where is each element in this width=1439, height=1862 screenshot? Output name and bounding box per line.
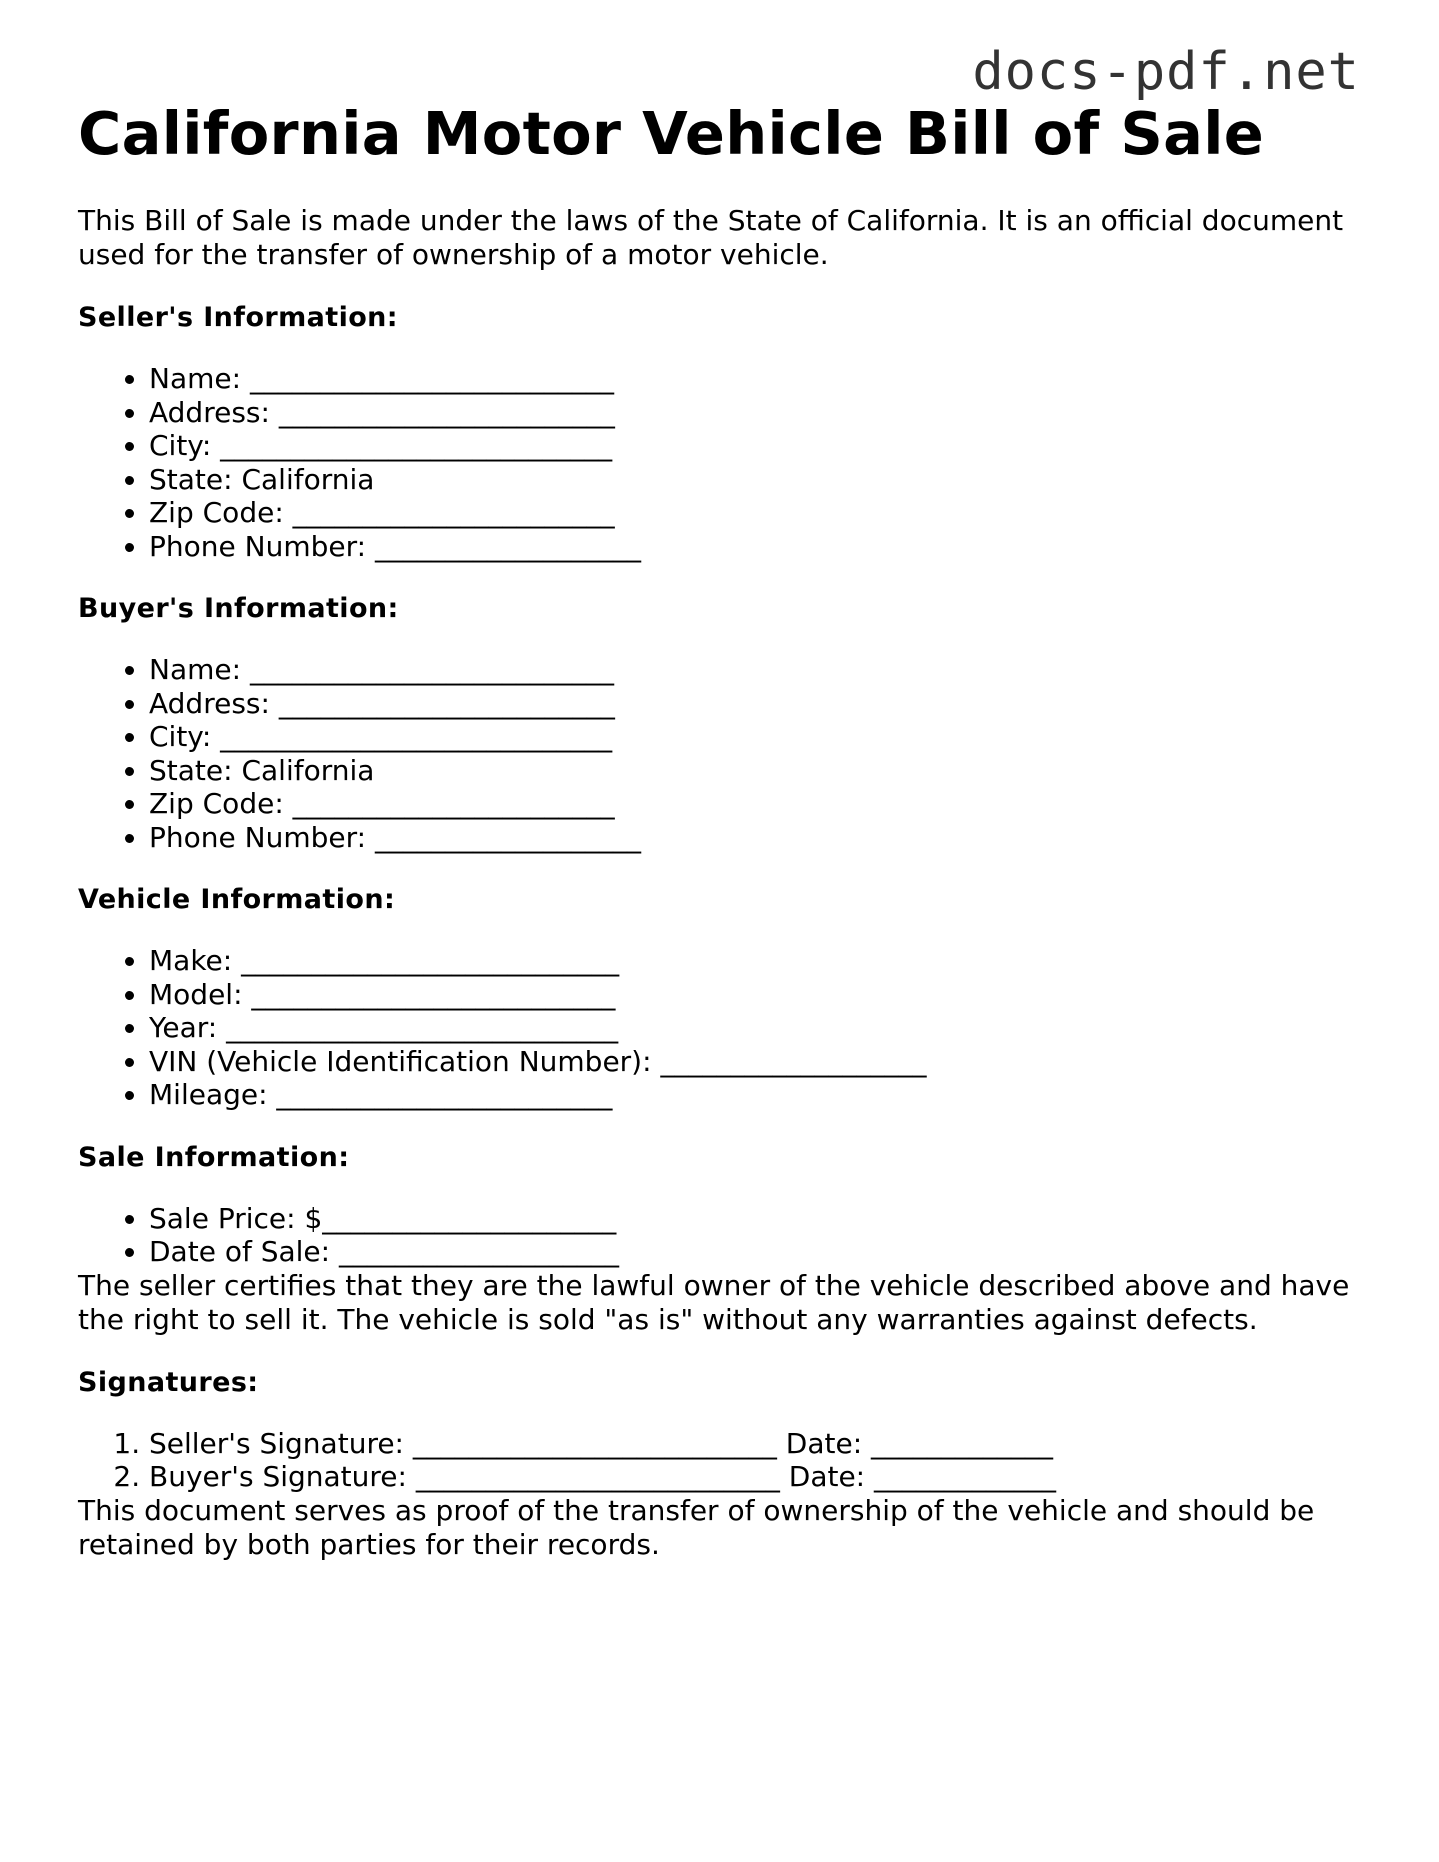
intro-paragraph: This Bill of Sale is made under the laws of the State of California. It is an official document used for the transfer of ownership of a motor vehicle.: [78, 204, 1344, 271]
vehicle-fields-list: [78, 944, 1368, 1112]
vehicle-heading: Vehicle Information:: [78, 884, 396, 915]
seller-address-field: • Address: ________________________: [149, 396, 1368, 430]
certification-paragraph: The seller certifies that they are the lawful owner of the vehicle described above and have the right to sell it. The vehicle is sold "as is" without any warranties against defects.: [78, 1268, 1350, 1336]
buyer-city-field: • City: ____________________________: [149, 720, 1368, 754]
seller-heading: Seller's Information:: [78, 302, 398, 333]
signatures-heading: Signatures:: [78, 1366, 259, 1398]
buyer-name-field: • Name: __________________________: [149, 653, 1368, 687]
page-title: California Motor Vehicle Bill of Sale: [78, 99, 1265, 168]
vehicle-vin-field: • VIN (Vehicle Identification Number): ___________________: [149, 1045, 1368, 1079]
sale-heading: Sale Information:: [78, 1141, 350, 1173]
vehicle-model-field: • Model: __________________________: [149, 978, 1368, 1012]
vehicle-year-field: • Year: ____________________________: [149, 1011, 1368, 1045]
seller-fields-list: [78, 362, 1368, 563]
sale-fields-list: [78, 1202, 1368, 1269]
seller-zip-field: • Zip Code: _______________________: [149, 496, 1368, 530]
buyer-phone-field: • Phone Number: ___________________: [149, 821, 1368, 855]
sale-price-field: • Sale Price: $_____________________: [149, 1202, 1368, 1236]
seller-signature-line: 1. Seller's Signature: __________________________ Date: _____________: [149, 1427, 1368, 1461]
closing-paragraph: This document serves as proof of the transfer of ownership of the vehicle and should be retained by both parties for their records.: [78, 1493, 1315, 1561]
buyer-fields-list: [78, 653, 1368, 854]
seller-phone-field: • Phone Number: ___________________: [149, 530, 1368, 564]
watermark: docs-pdf.net: [972, 42, 1360, 102]
buyer-zip-field: • Zip Code: _______________________: [149, 787, 1368, 821]
vehicle-mileage-field: • Mileage: ________________________: [149, 1078, 1368, 1112]
seller-city-field: • City: ____________________________: [149, 429, 1368, 463]
buyer-signature-line: 2. Buyer's Signature: __________________________ Date: _____________: [149, 1460, 1368, 1494]
document-body: [78, 94, 1368, 1562]
vehicle-make-field: • Make: ___________________________: [149, 944, 1368, 978]
seller-name-field: • Name: __________________________: [149, 362, 1368, 396]
buyer-state-field: • State: California: [149, 754, 1368, 788]
seller-state-field: • State: California: [149, 463, 1368, 497]
sale-date-field: • Date of Sale: ____________________: [149, 1235, 1368, 1269]
buyer-address-field: • Address: ________________________: [149, 687, 1368, 721]
signatures-list: [78, 1427, 1368, 1494]
buyer-heading: Buyer's Information:: [78, 593, 399, 624]
